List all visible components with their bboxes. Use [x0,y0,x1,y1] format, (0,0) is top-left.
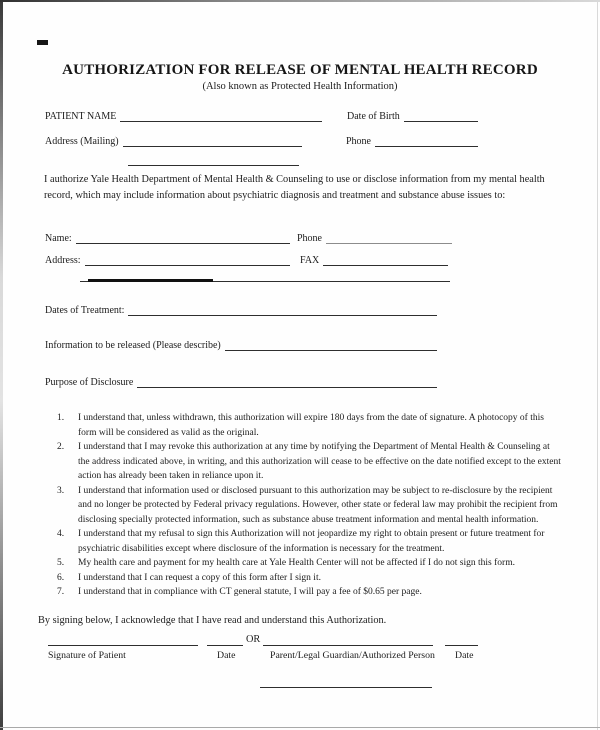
patient-signature-label: Signature of Patient [48,650,126,661]
recipient-address-row [45,252,290,266]
term-item-5 [57,556,562,571]
term-text: I understand that my refusal to sign this Authorization will not jeopardize my right to obtain present or future treatment for psychiatric disabilities except where disclosure of the information is necessary for the treatment. [78,529,545,554]
term-item-2 [57,440,562,484]
term-text: I understand that in compliance with CT general statute, I will pay a fee of $0.65 per page. [78,587,422,597]
patient-date-field[interactable] [207,633,243,646]
guardian-signature-field[interactable] [263,633,433,646]
recipient-fax-field[interactable] [323,253,448,266]
guardian-date-field[interactable] [445,633,478,646]
term-number: 1. [57,413,65,423]
information-released-row [45,337,437,351]
address-mailing-row [45,133,302,147]
recipient-address-line2-bold-segment [88,279,213,282]
terms-list [57,411,562,600]
term-text: I understand that I can request a copy of this form after I sign it. [78,572,321,583]
term-item-3 [57,484,562,528]
recipient-address-field[interactable] [85,253,290,266]
term-text: I understand that information used or disclosed pursuant to this authorization may be subject to re-disclosure by the recipient and no longer be protected by Federal privacy regulations. However, other state or federal law may prohibit the recipient from disclosing specially protected information, such as substance abuse treatment information and mental health information. [78,485,558,525]
address-mailing-label: Address (Mailing) [45,136,119,147]
scan-top-edge [0,0,600,2]
term-number: 2. [57,442,65,452]
purpose-of-disclosure-field[interactable] [137,375,437,388]
extra-signature-field[interactable] [260,675,432,688]
term-item-4 [57,527,562,556]
term-item-7 [57,585,562,600]
term-number: 7. [57,587,65,597]
dates-of-treatment-label: Dates of Treatment: [45,305,125,316]
patient-signature-field[interactable] [48,633,198,646]
recipient-phone-row [297,230,452,244]
recipient-phone-field[interactable] [326,231,452,244]
phone-label: Phone [346,136,371,147]
acknowledgement-text: By signing below, I acknowledge that I have read and understand this Authorization. [38,615,387,626]
term-number: 3. [57,485,65,496]
term-number: 4. [57,529,65,539]
term-text: I understand that I may revoke this authorization at any time by notifying the Department of Mental Health & Counseling at the address indicated above, in writing, and this authorization will cease to be effective on the date notified except to the extent action has already been taken in reliance upon it. [78,442,561,481]
information-released-label: Information to be released (Please describe) [45,340,221,351]
address-mailing-field[interactable] [123,134,302,147]
or-label: OR [246,634,261,645]
term-number: 5. [57,558,65,568]
recipient-name-row [45,230,290,244]
form-subtitle: (Also known as Protected Health Information) [202,81,398,92]
recipient-fax-label: FAX [300,255,320,266]
recipient-fax-row [300,252,448,266]
purpose-of-disclosure-label: Purpose of Disclosure [45,377,134,388]
purpose-of-disclosure-row [45,374,437,388]
patient-date-label: Date [217,650,236,661]
patient-name-field[interactable] [120,109,322,122]
address-mailing-field-line2[interactable] [128,153,299,166]
phone-row [346,133,478,147]
dates-of-treatment-field[interactable] [128,303,437,316]
authorization-paragraph: I authorize Yale Health Department of Mental Health & Counseling to use or disclose information from my mental health record, which may include information about psychiatric diagnosis and treatment and substance abuse issues to: [44,174,545,201]
patient-name-label: PATIENT NAME [45,111,117,122]
guardian-date-label: Date [455,650,474,661]
recipient-name-field[interactable] [76,231,290,244]
information-released-field[interactable] [225,338,437,351]
term-item-6 [57,571,562,586]
scan-left-edge [0,0,3,730]
recipient-phone-label: Phone [297,233,322,244]
patient-name-row [45,108,322,122]
dob-field[interactable] [404,109,478,122]
form-title: AUTHORIZATION FOR RELEASE OF MENTAL HEALTH RECORD [62,62,538,78]
term-number: 6. [57,572,65,583]
phone-field[interactable] [375,134,478,147]
dob-row [347,108,478,122]
scan-bottom-edge [0,727,600,728]
recipient-name-label: Name: [45,233,72,244]
guardian-signature-label: Parent/Legal Guardian/Authorized Person [270,650,435,661]
scan-right-edge [597,0,598,730]
dob-label: Date of Birth [347,111,400,122]
term-text: I understand that, unless withdrawn, this authorization will expire 180 days from the date of signature. A photocopy of this form will be considered as valid as the original. [78,413,544,438]
term-item-1 [57,411,562,440]
scan-artifact-mark [37,40,48,45]
term-text: My health care and payment for my health care at Yale Health Center will not be affected if I do not sign this form. [78,558,515,568]
dates-of-treatment-row [45,302,437,316]
recipient-address-label: Address: [45,255,81,266]
